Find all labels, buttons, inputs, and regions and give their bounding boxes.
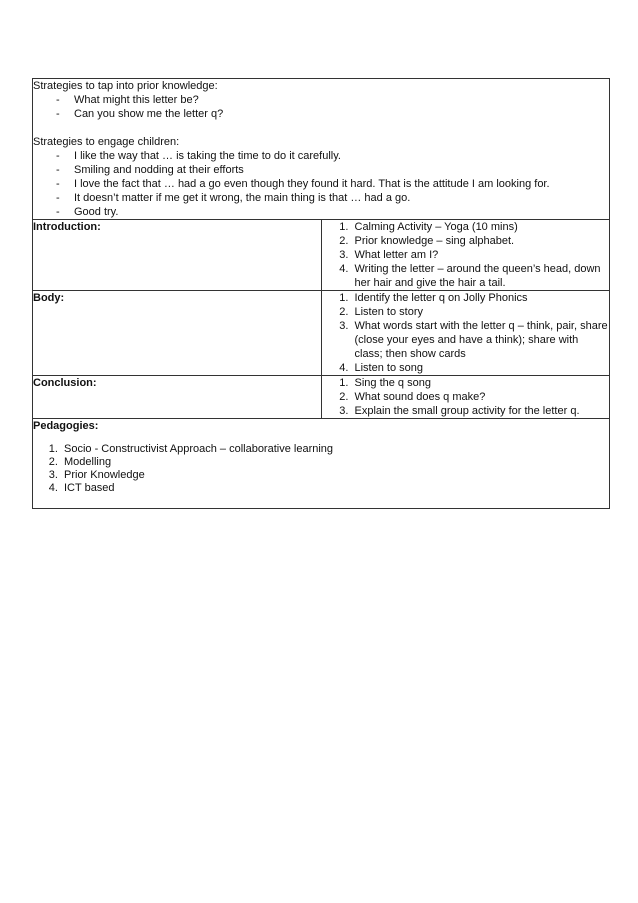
pedagogies-cell — [33, 419, 610, 509]
body-list — [322, 291, 610, 375]
list-item: - I like the way that … is taking the time to do it carefully. — [56, 149, 609, 163]
introduction-list — [322, 220, 610, 290]
list-item: 1. Sing the q song — [352, 376, 610, 390]
body-row — [33, 291, 610, 376]
list-item: 4. ICT based — [61, 482, 609, 495]
lesson-plan-table — [32, 78, 610, 509]
pedagogies-list — [33, 443, 609, 495]
list-item: 2. Listen to story — [352, 305, 610, 319]
conclusion-list — [322, 376, 610, 418]
body-label: Body: — [33, 291, 322, 376]
engage-list — [33, 149, 609, 219]
introduction-row — [33, 220, 610, 291]
list-item: 3. Explain the small group activity for the letter q. — [352, 404, 610, 418]
introduction-content — [321, 220, 610, 291]
prior-knowledge-list — [33, 93, 609, 121]
list-item: - I love the fact that … had a go even though they found it hard. That is the attitude I am looking for. — [56, 177, 609, 191]
list-item: 4. Listen to song — [352, 361, 610, 375]
list-item: 2. Prior knowledge – sing alphabet. — [352, 234, 610, 248]
body-content — [321, 291, 610, 376]
conclusion-row — [33, 376, 610, 419]
list-item: - What might this letter be? — [56, 93, 609, 107]
list-item: - Smiling and nodding at their efforts — [56, 163, 609, 177]
introduction-label: Introduction: — [33, 220, 322, 291]
list-item: - It doesn’t matter if me get it wrong, the main thing is that … had a go. — [56, 191, 609, 205]
list-item: 2. Modelling — [61, 456, 609, 469]
conclusion-content — [321, 376, 610, 419]
list-item: 2. What sound does q make? — [352, 390, 610, 404]
conclusion-label: Conclusion: — [33, 376, 322, 419]
list-item: 4. Writing the letter – around the queen’s head, down her hair and give the hair a tail. — [352, 262, 610, 290]
list-item: 3. Prior Knowledge — [61, 469, 609, 482]
pedagogies-row — [33, 419, 610, 509]
list-item: 1. Socio - Constructivist Approach – collaborative learning — [61, 443, 609, 456]
list-item: - Good try. — [56, 205, 609, 219]
list-item: 1. Identify the letter q on Jolly Phonics — [352, 291, 610, 305]
strategies-row — [33, 79, 610, 220]
engage-heading: Strategies to engage children: — [33, 136, 180, 148]
spacer — [33, 121, 609, 135]
strategies-cell — [33, 79, 610, 220]
list-item: - Can you show me the letter q? — [56, 107, 609, 121]
list-item: 3. What words start with the letter q – think, pair, share (close your eyes and have a think); share with class; then show cards — [352, 319, 610, 361]
pedagogies-label: Pedagogies: — [33, 420, 99, 432]
list-item: 3. What letter am I? — [352, 248, 610, 262]
list-item: 1. Calming Activity – Yoga (10 mins) — [352, 220, 610, 234]
prior-knowledge-heading: Strategies to tap into prior knowledge: — [33, 80, 218, 92]
